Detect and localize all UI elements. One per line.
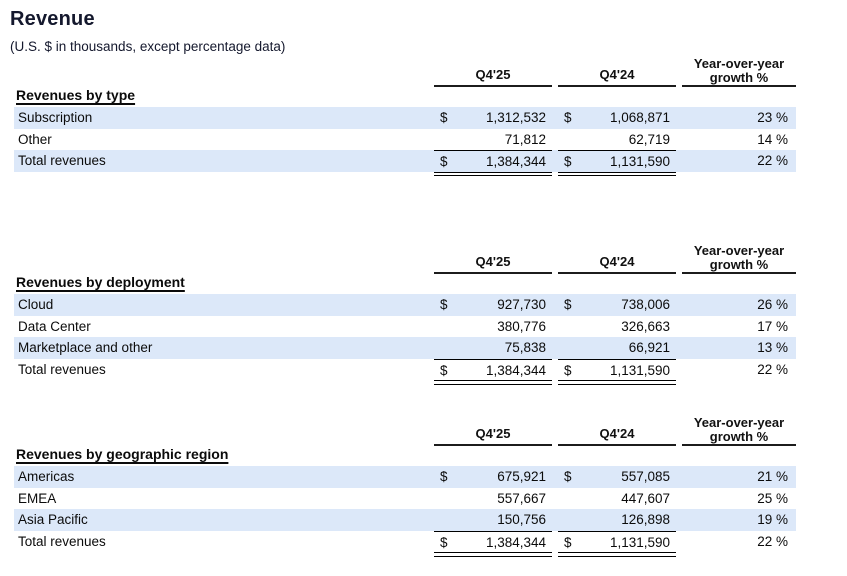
column-header-q425: Q4'25 xyxy=(434,243,552,274)
amount-q425: 675,921 xyxy=(497,469,546,484)
currency-symbol: $ xyxy=(558,359,586,382)
amount-q424: 1,068,871 xyxy=(609,110,670,125)
currency-symbol xyxy=(558,129,586,151)
spacer xyxy=(14,56,434,87)
currency-symbol: $ xyxy=(564,469,572,484)
table-row-subscription xyxy=(14,107,796,129)
amount-q425: 927,730 xyxy=(497,297,546,312)
amount-q425: 75,838 xyxy=(504,340,546,355)
growth-percent: 17 % xyxy=(757,318,788,334)
row-label: Total revenues xyxy=(18,361,106,377)
column-header-growth-line1: Year-over-year xyxy=(693,243,785,258)
row-label: Marketplace and other xyxy=(18,340,153,355)
row-label: Asia Pacific xyxy=(18,512,88,527)
growth-percent: 22 % xyxy=(757,153,788,168)
currency-symbol: $ xyxy=(564,297,572,312)
column-header-q425: Q4'25 xyxy=(434,56,552,87)
amount-q424: 326,663 xyxy=(621,318,670,334)
double-rule-q424 xyxy=(558,172,676,177)
column-header-growth-line1: Year-over-year xyxy=(693,56,785,71)
row-label: Cloud xyxy=(18,297,54,312)
column-header-q424: Q4'24 xyxy=(558,415,676,446)
column-header-growth-line2: growth % xyxy=(709,257,769,272)
row-label: Total revenues xyxy=(18,153,106,168)
row-label: Data Center xyxy=(18,318,91,334)
amount-q425: 1,384,344 xyxy=(462,150,552,173)
currency-symbol xyxy=(558,337,586,359)
column-header-row xyxy=(14,415,796,445)
table-row-emea xyxy=(14,488,796,510)
row-label: Other xyxy=(18,131,52,147)
page-subtitle: (U.S. $ in thousands, except percentage data) xyxy=(10,39,286,54)
growth-percent: 19 % xyxy=(757,512,788,527)
column-header-growth-line2: growth % xyxy=(709,70,769,85)
currency-symbol: $ xyxy=(440,297,448,312)
amount-q424: 447,607 xyxy=(621,490,670,506)
total-double-underline xyxy=(14,172,796,179)
row-label: EMEA xyxy=(18,490,57,506)
growth-percent: 22 % xyxy=(757,533,788,549)
table-row-total-revenues xyxy=(14,150,796,172)
table-row-asia-pacific xyxy=(14,509,796,531)
amount-q424: 1,131,590 xyxy=(586,531,676,554)
currency-symbol xyxy=(434,316,462,338)
currency-symbol: $ xyxy=(558,531,586,554)
currency-symbol: $ xyxy=(564,110,572,125)
amount-q424: 1,131,590 xyxy=(586,359,676,382)
currency-symbol: $ xyxy=(558,150,586,173)
currency-symbol xyxy=(434,509,462,531)
section-heading-revenues-by-geographic-region: Revenues by geographic region xyxy=(16,446,229,462)
column-header-row xyxy=(14,56,796,86)
amount-q424: 557,085 xyxy=(621,469,670,484)
growth-percent: 25 % xyxy=(757,490,788,506)
column-header-growth-line2: growth % xyxy=(709,429,769,444)
column-header-q425: Q4'25 xyxy=(434,415,552,446)
total-double-underline xyxy=(14,380,796,387)
revenues-by-geographic-region-table xyxy=(14,415,796,559)
table-row-data-center xyxy=(14,316,796,338)
section-heading-revenues-by-deployment: Revenues by deployment xyxy=(16,274,185,290)
amount-q424: 1,131,590 xyxy=(586,150,676,173)
double-rule-q424 xyxy=(558,380,676,385)
growth-percent: 13 % xyxy=(757,340,788,355)
currency-symbol xyxy=(434,488,462,510)
table-row-total-revenues xyxy=(14,531,796,553)
column-header-q424: Q4'24 xyxy=(558,243,676,274)
table-row-americas xyxy=(14,466,796,488)
currency-symbol: $ xyxy=(434,531,462,554)
amount-q425: 150,756 xyxy=(497,512,546,527)
currency-symbol xyxy=(434,337,462,359)
currency-symbol: $ xyxy=(440,110,448,125)
table-row-cloud xyxy=(14,294,796,316)
revenues-by-deployment-table xyxy=(14,243,796,387)
row-label: Total revenues xyxy=(18,533,106,549)
amount-q425: 1,384,344 xyxy=(462,359,552,382)
revenues-by-type-table xyxy=(14,56,796,179)
table-row-marketplace-and-other xyxy=(14,337,796,359)
table-row-total-revenues xyxy=(14,359,796,381)
growth-percent: 21 % xyxy=(757,469,788,484)
currency-symbol: $ xyxy=(434,150,462,173)
currency-symbol: $ xyxy=(440,469,448,484)
amount-q425: 1,312,532 xyxy=(485,110,546,125)
amount-q424: 66,921 xyxy=(628,340,670,355)
spacer xyxy=(14,243,434,274)
amount-q424: 738,006 xyxy=(621,297,670,312)
amount-q424: 126,898 xyxy=(621,512,670,527)
amount-q424: 62,719 xyxy=(628,131,670,147)
column-header-growth xyxy=(682,56,796,87)
amount-q425: 1,384,344 xyxy=(462,531,552,554)
row-label: Americas xyxy=(18,469,75,484)
currency-symbol xyxy=(434,129,462,151)
row-label: Subscription xyxy=(18,110,93,125)
currency-symbol xyxy=(558,509,586,531)
column-header-growth xyxy=(682,415,796,446)
double-rule-q425 xyxy=(434,552,552,557)
column-header-q424: Q4'24 xyxy=(558,56,676,87)
amount-q425: 71,812 xyxy=(504,131,546,147)
growth-percent: 23 % xyxy=(757,110,788,125)
double-rule-q425 xyxy=(434,172,552,177)
currency-symbol xyxy=(558,316,586,338)
spacer xyxy=(14,415,434,446)
double-rule-q425 xyxy=(434,380,552,385)
table-row-other xyxy=(14,129,796,151)
section-heading-revenues-by-type: Revenues by type xyxy=(16,87,136,103)
total-double-underline xyxy=(14,552,796,559)
column-header-growth xyxy=(682,243,796,274)
currency-symbol xyxy=(558,488,586,510)
page-title: Revenue xyxy=(10,8,95,30)
currency-symbol: $ xyxy=(434,359,462,382)
amount-q425: 557,667 xyxy=(497,490,546,506)
double-rule-q424 xyxy=(558,552,676,557)
growth-percent: 22 % xyxy=(757,361,788,377)
column-header-growth-line1: Year-over-year xyxy=(693,415,785,430)
growth-percent: 26 % xyxy=(757,297,788,312)
amount-q425: 380,776 xyxy=(497,318,546,334)
column-header-row xyxy=(14,243,796,273)
growth-percent: 14 % xyxy=(757,131,788,147)
